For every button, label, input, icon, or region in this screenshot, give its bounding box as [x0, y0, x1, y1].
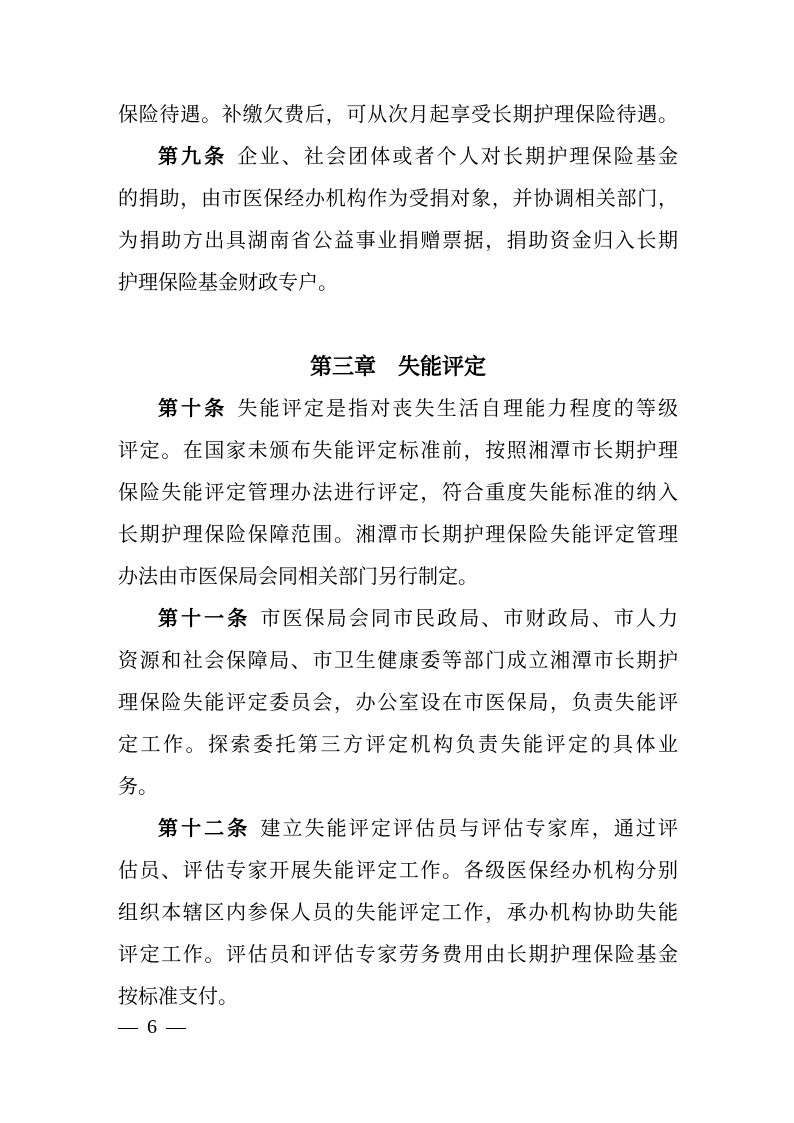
text-line: 长期护理保险保障范围。湘潭市长期护理保险失能评定管理 — [118, 524, 678, 546]
paragraph — [118, 94, 678, 136]
text-line: 定工作。探索委托第三方评定机构负责失能评定的具体业 — [118, 734, 678, 756]
text-line: 办法由市医保局会同相关部门另行制定。 — [118, 566, 478, 588]
article-term: 第十二条 — [158, 818, 251, 840]
text-line: 护理保险基金财政专户。 — [118, 272, 338, 294]
text-line: 资源和社会保障局、市卫生健康委等部门成立湘潭市长期护 — [118, 650, 678, 672]
article-first-line-text: 失能评定是指对丧失生活自理能力程度的等级 — [237, 398, 678, 420]
article-first-line-text: 企业、社会团体或者个人对长期护理保险基金 — [237, 146, 678, 168]
text-line: 组织本辖区内参保人员的失能评定工作，承办机构协助失能 — [118, 902, 678, 924]
article-term: 第十条 — [158, 398, 228, 420]
text-line — [118, 808, 678, 850]
paragraph — [118, 598, 678, 808]
article-first-line-text: 市医保局会同市民政局、市财政局、市人力 — [260, 608, 678, 630]
article-term: 第十一条 — [158, 608, 251, 630]
text-line — [118, 388, 678, 430]
article-first-line-text: 建立失能评定评估员与评估专家库，通过评 — [260, 818, 678, 840]
text-line: 评定工作。评估员和评估专家劳务费用由长期护理保险基金 — [118, 944, 678, 966]
paragraph — [118, 808, 678, 1018]
text-line: 理保险失能评定委员会，办公室设在市医保局，负责失能评 — [118, 692, 678, 714]
chapter-number: 第三章 — [309, 354, 376, 379]
text-line: 务。 — [118, 776, 158, 798]
paragraph — [118, 388, 678, 598]
text-line — [118, 598, 678, 640]
chapter-title: 失能评定 — [398, 354, 487, 379]
text-line: 为捐助方出具湖南省公益事业捐赠票据，捐助资金归入长期 — [118, 230, 678, 252]
text-line — [118, 136, 678, 178]
text-line: 按标准支付。 — [118, 986, 238, 1008]
text-line: 保险失能评定管理办法进行评定，符合重度失能标准的纳入 — [118, 482, 678, 504]
paragraph — [118, 136, 678, 304]
text-line: 评定。在国家未颁布失能评定标准前，按照湘潭市长期护理 — [118, 440, 678, 462]
text-line: 保险待遇。补缴欠费后，可从次月起享受长期护理保险待遇。 — [118, 104, 678, 126]
text-line: 的捐助，由市医保经办机构作为受捐对象，并协调相关部门， — [118, 188, 678, 210]
text-line: 估员、评估专家开展失能评定工作。各级医保经办机构分别 — [118, 860, 678, 882]
document-body — [118, 94, 678, 1018]
article-term: 第九条 — [158, 146, 228, 168]
chapter-heading — [118, 346, 678, 388]
page-number: — 6 — — [118, 1016, 188, 1038]
page-footer — [118, 1012, 188, 1042]
